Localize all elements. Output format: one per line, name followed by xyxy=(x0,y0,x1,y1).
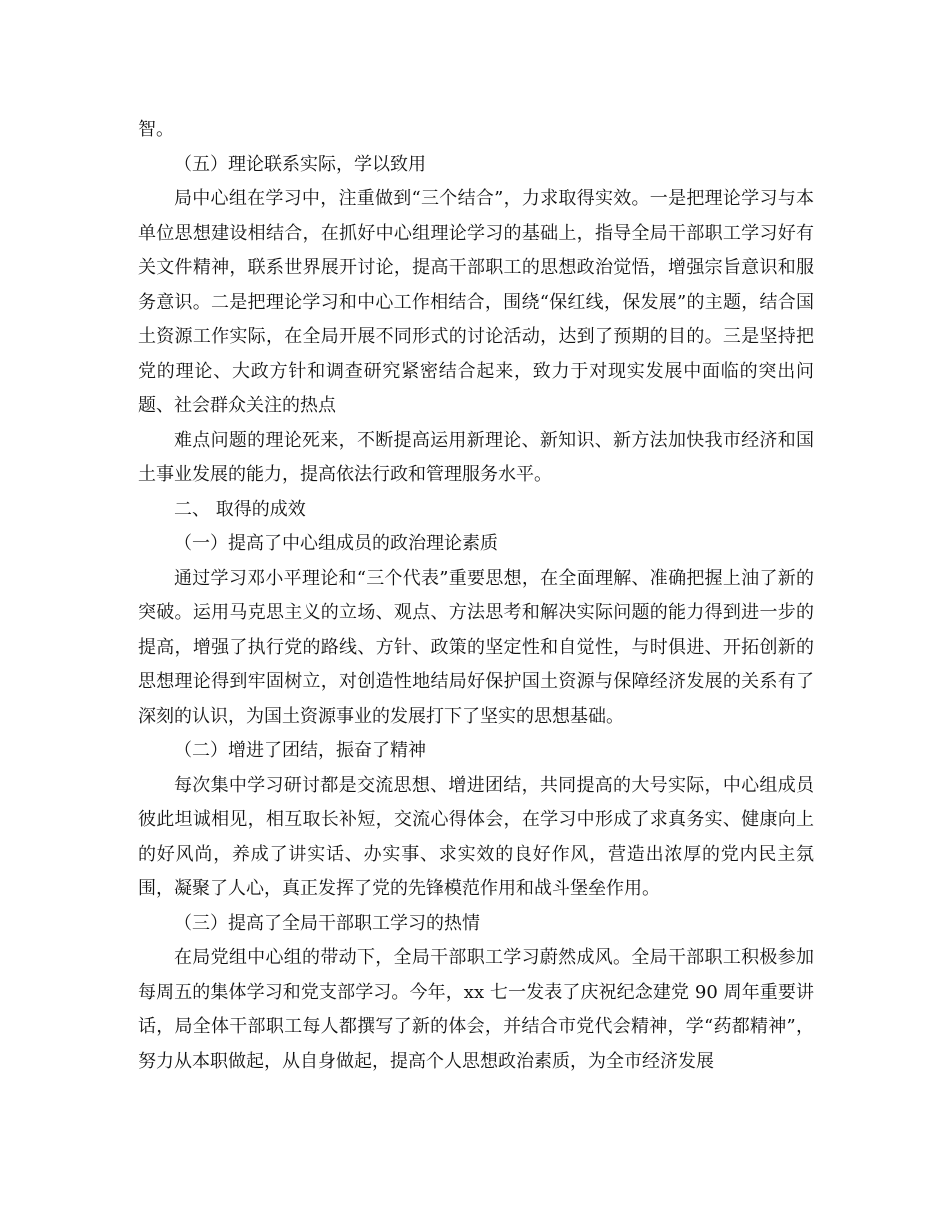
paragraph-study-enthusiasm: 在局党组中心组的带动下，全局干部职工学习蔚然成风。全局干部职工积极参加每周五的集体学习和党支部学习。今年，xx 七一发表了庆祝纪念建党 90 周年重要讲话，局全体干部职工每人都撰写了新的体会，并结合市党代会精神，学“药都精神”，努力从本职做起，从自身做起，提高个人思想政治素质，为全市经济发展 xyxy=(138,947,814,1072)
paragraph-unity: 每次集中学习研讨都是交流思想、增进团结，共同提高的大号实际，中心组成员彼此坦诚相见，相互取长补短，交流心得体会，在学习中形成了求真务实、健康向上的好风尚，养成了讲实话、办实事、求实效的良好作风，营造出浓厚的党内民主氛围，凝聚了人心，真正发挥了党的先锋模范作用和战斗堡垒作用。 xyxy=(138,774,814,899)
section-heading-5: （五）理论联系实际，学以致用 xyxy=(174,153,426,175)
paragraph-continuation: 智。 xyxy=(138,119,174,140)
paragraph-three-combinations: 局中心组在学习中，注重做到“三个结合”，力求取得实效。一是把理论学习与本单位思想建设相结合，在抓好中心组理论学习的基础上，指导全局干部职工学习好有关文件精神，联系世界展开讨论，提高干部职工的思想政治觉悟，增强宗旨意识和服务意识。二是把理论学习和中心工作相结合，围绕“保红线，保发展”的主题，结合国土资源工作实际，在全局开展不同形式的讨论活动，达到了预期的目的。三是坚持把党的理论、大政方针和调查研究紧密结合起来，致力于对现实发展中面临的突出问题、社会群众关注的热点 xyxy=(138,188,814,416)
document-body xyxy=(138,113,814,1079)
subsection-heading-2: （二）增进了团结，振奋了精神 xyxy=(174,740,426,761)
paragraph-political-theory: 通过学习邓小平理论和“三个代表”重要思想，在全面理解、准确把握上油了新的突破。运用马克思主义的立场、观点、方法思考和解决实际问题的能力得到进一步的提高，增强了执行党的路线、方针、政策的坚定性和自觉性，与时俱进、开拓创新的思想理论得到牢固树立，对创造性地结局好保护国土资源与保障经济发展的关系有了深刻的认识，为国土资源事业的发展打下了坚实的思想基础。 xyxy=(138,567,814,727)
paragraph-difficult-issues: 难点问题的理论死来，不断提高运用新理论、新知识、新方法加快我市经济和国土事业发展的能力，提高依法行政和管理服务水平。 xyxy=(138,429,814,485)
subsection-heading-1: （一）提高了中心组成员的政治理论素质 xyxy=(174,533,498,554)
section-heading-achievements: 二、 取得的成效 xyxy=(174,498,306,520)
subsection-heading-3: （三）提高了全局干部职工学习的热情 xyxy=(174,912,480,934)
